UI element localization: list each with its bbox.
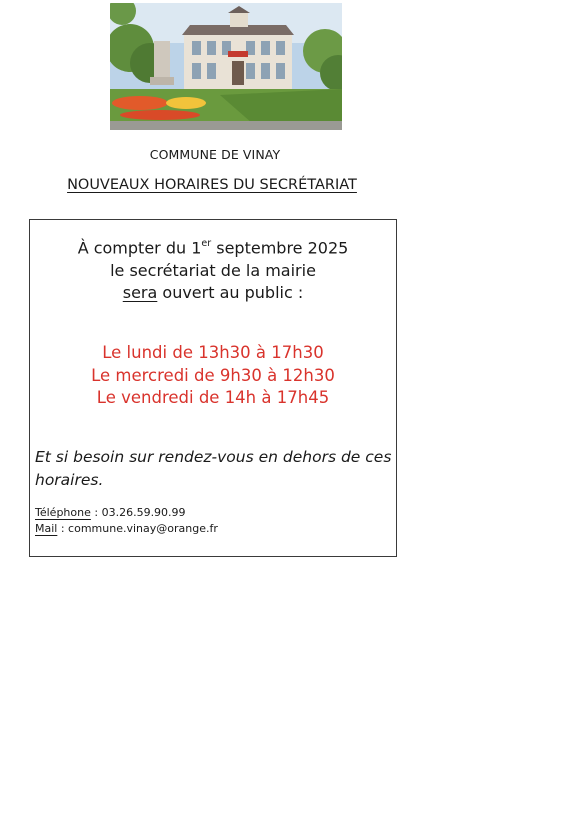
phone-label: Téléphone (35, 506, 91, 519)
hours-monday: Le lundi de 13h30 à 17h30 (102, 343, 324, 362)
phone-number: 03.26.59.90.99 (101, 506, 186, 519)
notice-sera: sera (122, 283, 158, 303)
mail-label: Mail (35, 521, 58, 535)
town-hall-illustration (110, 3, 342, 130)
notice-line-1 (30, 234, 396, 260)
notice-line-3 (30, 282, 396, 305)
mail-separator: : (57, 521, 69, 535)
notice-line-3-rest: ouvert au public : (157, 283, 304, 303)
phone-separator: : (90, 506, 102, 519)
notice-intro (30, 234, 396, 305)
commune-name: COMMUNE DE VINAY (149, 147, 281, 162)
notice-line-2: le secrétariat de la mairie (110, 260, 316, 280)
notice-line-1-start: À compter du 1 (77, 238, 202, 258)
mail-address: commune.vinay@orange.fr (68, 521, 218, 535)
notice-box (29, 219, 397, 557)
town-hall-photo (110, 3, 342, 130)
contact-mail (35, 521, 395, 537)
hours-wednesday: Le mercredi de 9h30 à 12h30 (91, 365, 335, 385)
notice-line-1-end: septembre 2025 (211, 238, 349, 258)
ordinal-superscript: er (201, 238, 212, 249)
opening-hours (30, 342, 396, 410)
contact-info (35, 505, 395, 536)
page-title-text: NOUVEAUX HORAIRES DU SECRÉTARIAT (67, 177, 357, 193)
contact-phone (35, 505, 395, 521)
hours-friday: Le vendredi de 14h à 17h45 (96, 388, 330, 407)
appointment-note: Et si besoin sur rendez-vous en dehors de ces horaires. (35, 448, 392, 489)
page-title (0, 177, 424, 193)
